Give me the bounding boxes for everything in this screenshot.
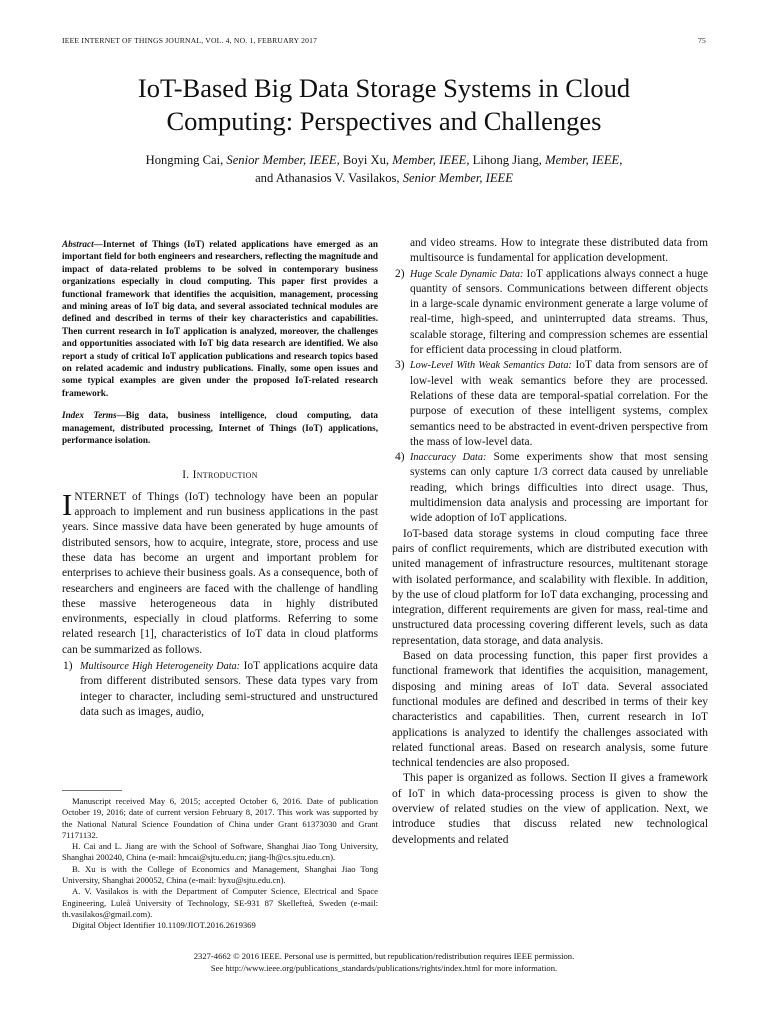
author-1: Hongming Cai, bbox=[145, 153, 227, 167]
page-number: 75 bbox=[698, 36, 706, 45]
list-item bbox=[392, 267, 708, 359]
abstract-label: Abstract bbox=[62, 239, 94, 249]
index-terms-text: —Big data, business intelligence, cloud computing, data management, distributed processing, Internet of Things (IoT) applications, performance isolation. bbox=[62, 410, 379, 446]
author-1-role: Senior Member, IEEE bbox=[226, 153, 337, 167]
rights-link-line: See http://www.ieee.org/publications_standards/publications/rights/index.html for more information. bbox=[210, 962, 558, 973]
list-item-heading: Huge Scale Dynamic Data: bbox=[410, 268, 524, 280]
index-terms-label: Index Terms bbox=[62, 410, 117, 421]
list-item-text: IoT data from sensors are of low-level with weak semantics before they are processed. Relations of these data are temporal-spatial correlation. For the purpose of execution of these intelligent systems, complex semantics need to be abstracted in event-driven perspective from the mass of low-level data. bbox=[410, 359, 709, 448]
list-item-text: IoT applications acquire data from different distributed sensors. These data types vary from integer to character, including semi-structured and unstructured data such as images, audio, bbox=[80, 660, 378, 718]
list-item-text: IoT applications always connect a huge quantity of sensors. Communications between different objects in a large-scale dynamic environment generate a large volume of real-time, high-speed, and uninterrupted data streams. Thus, scalable storage, filtering and compression schemes are essential for efficient data processing in cloud platform. bbox=[410, 267, 708, 357]
author-3: , Lihong Jiang, bbox=[466, 153, 546, 167]
body-paragraph: Based on data processing function, this paper first provides a functional framework that identifies the acquisition, management, disposing and mining areas of IoT data. Several associated functional modules are defined and described in terms of their key characteristics and capabilities. Then, current research in IoT applications is analyzed to identify the challenges associated with related functional areas. Based on research analysis, some future technical tendencies are also proposed. bbox=[392, 650, 708, 770]
body-paragraph: IoT-based data storage systems in cloud computing face three pairs of conflict requirements, which are distributed execution with united management of infrastructure resources, multitenant storage with isolated performance, and scalability with flexible. In addition, by the use of cloud platform for IoT data exchanging, processing and integration, different requirements are given for mass, real-time and unstructured data processing covering different levels, such as data representation, data storage, and data analysis. bbox=[392, 527, 708, 647]
author-list bbox=[60, 151, 708, 187]
list-item bbox=[392, 450, 708, 526]
author-2: , Boyi Xu, bbox=[336, 153, 393, 167]
drop-cap: I bbox=[62, 486, 73, 522]
list-item-heading: Multisource High Heterogeneity Data: bbox=[80, 661, 241, 673]
index-terms bbox=[62, 409, 378, 446]
copyright-line: 2327-4662 © 2016 IEEE. Personal use is permitted, but republication/redistribution requires IEEE permission. bbox=[193, 951, 575, 961]
footnote-affiliation: H. Cai and L. Jiang are with the School of Software, Shanghai Jiao Tong University, Shanghai 200240, China (e-mail: hmcai@sjtu.edu.cn; jiang-lh@cs.sjtu.edu.cn). bbox=[62, 841, 378, 863]
footnote-manuscript: Manuscript received May 6, 2015; accepted October 6, 2016. Date of publication October 19, 2016; date of current version February 8, 2017. This work was supported by the National Natural Science Foundation of China under Grant 61373030 and Grant 71171132. bbox=[62, 796, 378, 840]
author-2-role: Member, IEEE bbox=[392, 153, 467, 167]
list-number: 3) bbox=[395, 359, 405, 372]
footnote-doi: Digital Object Identifier 10.1109/JIOT.2016.2619369 bbox=[72, 920, 256, 931]
author-4: and Athanasios V. Vasilakos, bbox=[255, 171, 403, 185]
intro-text: NTERNET of Things (IoT) technology have been an popular approach to implement and run business applications in the past years. Since massive data have been generated by huge amounts of distributed sensors, how to acquire, integrate, store, process and use these data has become an urgent and important problem for enterprises to achieve their business goals. As a consequence, both of researchers and engineers are faced with the challenge of handling these massive heterogeneous data in highly distributed environments, especially in cloud platforms. Referring to some related research [1], characteristics of IoT data in cloud platforms can be summarized as follows. bbox=[62, 490, 378, 656]
footnote bbox=[62, 796, 378, 932]
characteristics-list bbox=[392, 267, 708, 527]
left-column bbox=[62, 236, 378, 720]
journal-info: IEEE INTERNET OF THINGS JOURNAL, VOL. 4, NO. 1, FEBRUARY 2017 bbox=[62, 36, 318, 45]
footnote-rule bbox=[62, 790, 122, 791]
abstract bbox=[62, 238, 378, 399]
author-3-role: Member, IEEE bbox=[545, 153, 620, 167]
section-title: Introduction bbox=[192, 468, 258, 481]
list-item-heading: Inaccuracy Data: bbox=[410, 452, 487, 464]
list-number: 2) bbox=[395, 267, 405, 280]
body-paragraph: This paper is organized as follows. Section II gives a framework of IoT in which data-processing process is given to show the overview of related studies on the view of application. Next, we introduce studies that discuss related new technological developments and related bbox=[392, 772, 708, 846]
list-item-continuation: and video streams. How to integrate these distributed data from multisource is fundamental for application development. bbox=[410, 237, 708, 265]
copyright-notice bbox=[62, 951, 706, 974]
section-number: I. bbox=[182, 468, 193, 481]
list-item-text: Some experiments show that most sensing systems can only capture 1/3 correct data caused by unreliable reading, which brings difficulties into direct usage. Thus, multidimension data analysis and processing are important for wide adoption of IoT applications. bbox=[410, 451, 709, 525]
right-column bbox=[392, 236, 708, 848]
list-item bbox=[392, 358, 708, 450]
list-item bbox=[62, 659, 378, 720]
intro-paragraph bbox=[62, 486, 378, 658]
title-line-1: IoT-Based Big Data Storage Systems in Cloud bbox=[137, 73, 631, 103]
paper-title bbox=[40, 72, 728, 138]
footnote-affiliation: B. Xu is with the College of Economics and Management, Shanghai Jiao Tong University, Shanghai 200052, China (e-mail: byxu@sjtu.edu.cn). bbox=[62, 863, 378, 886]
footnote-affiliation: A. V. Vasilakos is with the Department of Computer Science, Electrical and Space Engineering, Luleå University of Technology, SE-931 87 Skellefteå, Sweden (e-mail: th.vasilakos@gmail.com). bbox=[62, 886, 378, 919]
abstract-text: —Internet of Things (IoT) related applications have emerged as an important field for both engineers and researchers, reflecting the magnitude and impact of data-related problems to be solved in contemporary business organizations especially in cloud computing. This paper first provides a functional framework that identifies the acquisition, management, processing and mining areas of IoT big data, and several associated technical modules are defined and described in terms of their key characteristics and capabilities. Then current research in IoT application is analyzed, moreover, the challenges and opportunities associated with IoT big data research are identified. We also report a study of critical IoT application publications and research topics based on related academic and industry publications. Finally, some open issues and some typical examples are given under the proposed IoT-related research framework. bbox=[62, 239, 378, 398]
list-number: 4) bbox=[395, 451, 405, 464]
author-4-role: Senior Member, IEEE bbox=[402, 171, 513, 185]
list-item-heading: Low-Level With Weak Semantics Data: bbox=[410, 360, 572, 372]
section-heading bbox=[62, 468, 378, 483]
list-number: 1) bbox=[63, 660, 73, 673]
author-separator: , bbox=[619, 153, 623, 167]
title-line-2: Computing: Perspectives and Challenges bbox=[166, 106, 602, 136]
running-head bbox=[62, 36, 706, 45]
